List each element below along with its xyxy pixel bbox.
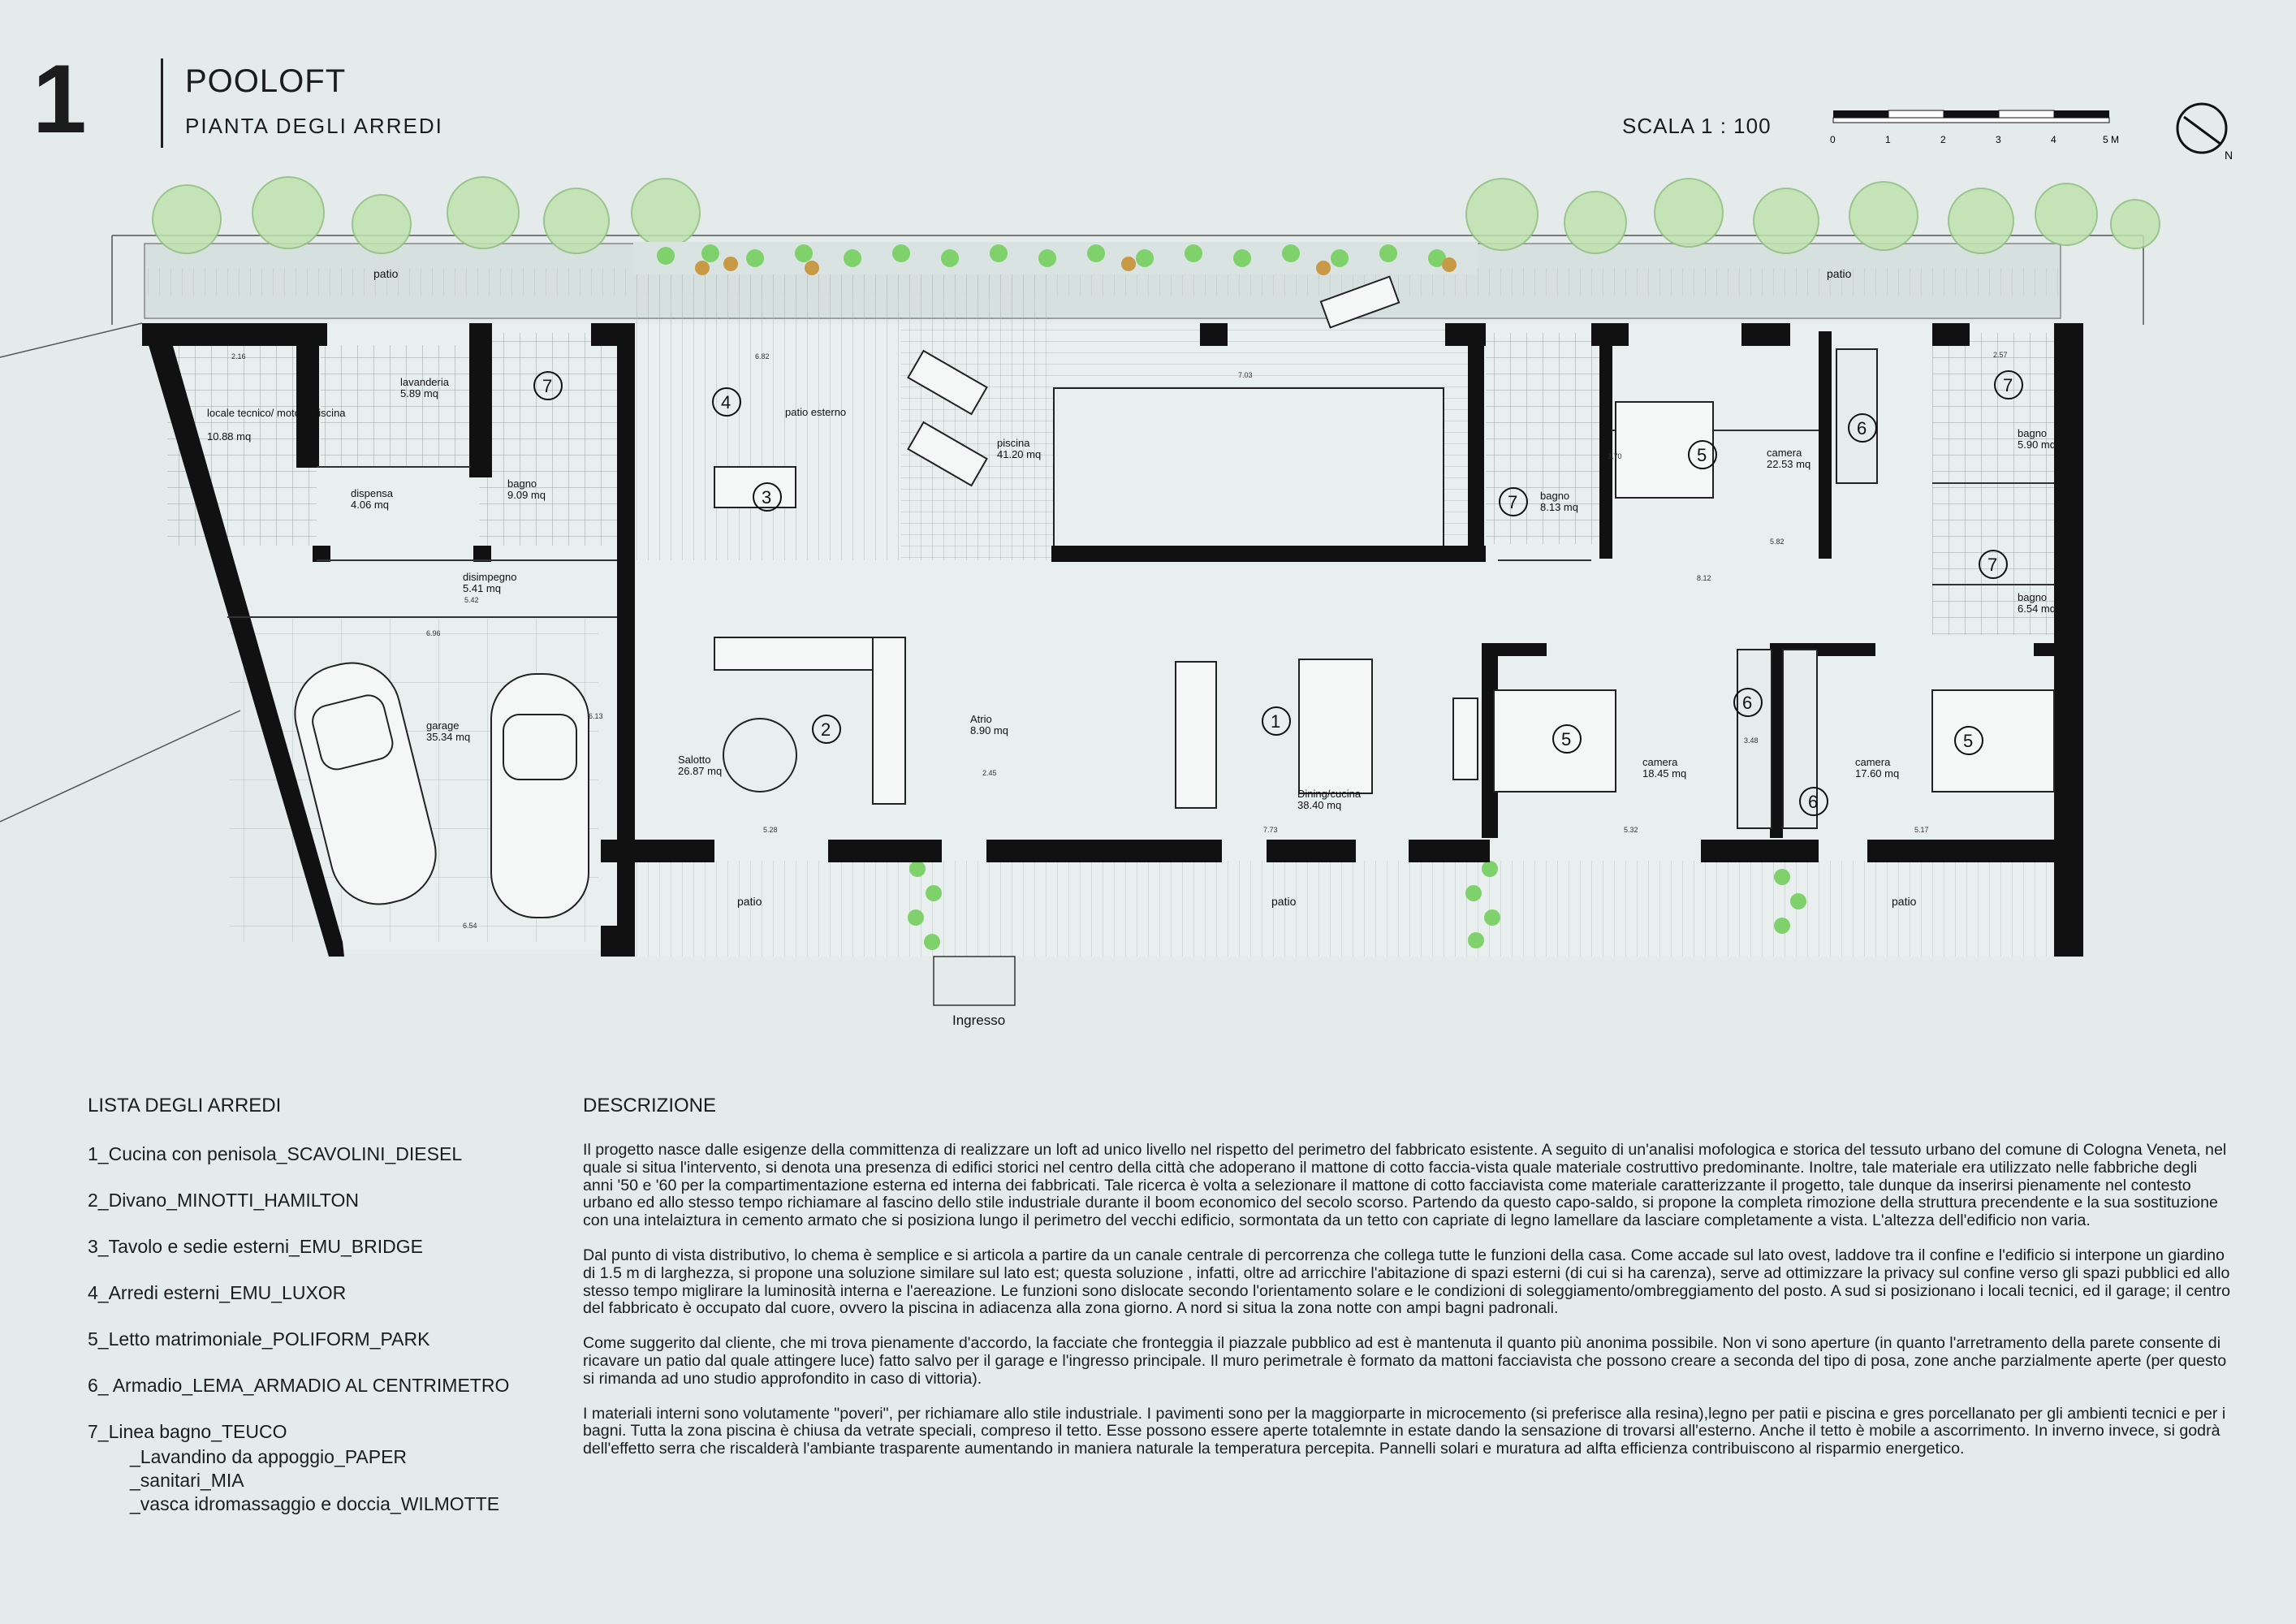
dimension-label: 5.82	[1770, 538, 1785, 546]
svg-text:7: 7	[542, 376, 553, 396]
description-body	[583, 1142, 2231, 1475]
project-title: POOLOFT	[185, 63, 347, 99]
entrance-steps	[934, 957, 1015, 1005]
svg-text:6: 6	[1742, 693, 1753, 713]
dimension-label: 3.48	[1744, 736, 1759, 745]
scale-label: SCALA 1 : 100	[1622, 114, 1772, 138]
furniture-item: 3_Tavolo e sedie esterni_EMU_BRIDGE	[88, 1236, 423, 1257]
room-area: 18.45 mq	[1642, 767, 1687, 780]
furniture-item: 2_Divano_MINOTTI_HAMILTON	[88, 1190, 360, 1211]
room-area: 8.90 mq	[970, 724, 1008, 736]
dimension-label: 6.82	[755, 352, 770, 361]
description-paragraph: Dal punto di vista distributivo, lo chema è semplice e si articola a partire da un canale centrale di percorrenza che collega tutte le funzioni della casa. Come accade sul lato ovest, laddove tra il confine e l'edificio si interpone un giardino di 1.5 m di larghezza, si propone una soluzione similare sul lato est; questa soluzione , infatti, oltre ad arricchire l'abitazione di spazi esterni (di cui si ha carenza), serve ad ottimizzare la privacy sul confine verso gli spazi pubblici ed allo stesso tempo miglirare la luminosità interna e l'aereazione. Le funzioni sono dislocate secondo l'orientamento solare e le condizioni di soleggiamento/ombreggiamento del posto. A sud si posizionano i locali tecnici, ed il garage; il centro del fabbricato è occupato dal cuore, ovvero la piscina in adiacenza alla zona giorno. A nord si situa la zona notte con ampi bagni padronali.	[583, 1246, 2230, 1318]
room-area: 38.40 mq	[1297, 799, 1342, 811]
patio-label: patio	[1271, 895, 1297, 908]
sheet-number: 1	[32, 45, 87, 153]
room-area: 4.06 mq	[351, 499, 389, 511]
furniture-item: 5_Letto matrimoniale_POLIFORM_PARK	[88, 1328, 430, 1350]
room-name: camera	[1855, 756, 1891, 768]
svg-text:5: 5	[1561, 729, 1572, 749]
scale-bar	[1833, 110, 2109, 123]
dimension-label: 2.16	[231, 352, 246, 361]
room-area: 35.34 mq	[426, 731, 471, 743]
dimension-label: 6.13	[589, 712, 603, 720]
furniture-list-heading: LISTA DEGLI ARREDI	[88, 1095, 282, 1116]
patio-label: patio	[1892, 895, 1917, 908]
dimension-label: 2.57	[1993, 351, 2008, 359]
kitchen-counter	[1453, 698, 1478, 780]
svg-text:4: 4	[721, 392, 732, 412]
room-name: lavanderia	[400, 376, 449, 388]
furniture-item: 7_Linea bagno_TEUCO	[88, 1421, 287, 1442]
room-name: piscina	[997, 437, 1030, 449]
room-name: bagno	[2018, 591, 2048, 603]
patio-label: patio	[373, 267, 399, 280]
room-area: 26.87 mq	[678, 765, 723, 777]
pool	[1054, 388, 1444, 559]
description-paragraph: Come suggerito dal cliente, che mi trova pienamente d'accordo, la facciate che fronteggia il piazzale pubblico ad est è mantenuta il quanto più anonima possibile. Non vi sono aperture (in quanto l'arretramento della parete consente di ricavare un patio dal quale attingere luce) fatto salvo per il garage e l'ingresso principale. Il muro perimetrale è formato da mattoni facciavista che possono creare a seconda del tipo di posa, zone anche parzialmente aperte (per questo si rimanda ad uno studio approfondito in caso di vittoria).	[583, 1334, 2227, 1388]
dining-table	[1176, 662, 1216, 808]
room-area: 22.53 mq	[1767, 458, 1811, 470]
room-area: 17.60 mq	[1855, 767, 1900, 780]
planters-north	[633, 242, 1478, 275]
dimension-label: 5.32	[1624, 826, 1638, 834]
svg-text:6: 6	[1857, 418, 1867, 438]
drawing-subtitle: PIANTA DEGLI ARREDI	[185, 114, 443, 138]
svg-text:3: 3	[762, 487, 772, 508]
svg-text:6: 6	[1808, 792, 1819, 812]
furniture-subitem: _Lavandino da appoggio_PAPER	[130, 1446, 408, 1467]
dimension-label: 6.54	[463, 922, 477, 930]
furniture-item: 6_ Armadio_LEMA_ARMADIO AL CENTRIMETRO	[88, 1375, 510, 1396]
svg-text:5: 5	[1963, 731, 1974, 751]
scale-tick: 2	[1940, 134, 1946, 145]
trees-north	[153, 177, 2160, 253]
svg-text:5: 5	[1697, 445, 1707, 465]
room-name: bagno	[1540, 490, 1570, 502]
furniture-subitem: _sanitari_MIA	[130, 1470, 244, 1491]
svg-text:7: 7	[2003, 375, 2013, 395]
dimension-label: 5.17	[1914, 826, 1929, 834]
dimension-label: 7.73	[1263, 826, 1278, 834]
dimension-label: 7.03	[1238, 371, 1253, 379]
room-area: 10.88 mq	[207, 430, 252, 443]
room-name: locale tecnico/ motore piscina	[207, 407, 346, 419]
description-paragraph: I materiali interni sono volutamente "poveri", per richiamare allo stile industriale. I pavimenti sono per la maggiorparte in microcemento (si preferisce alla resina),legno per patii e piscina e gres porcellanato per gli ambienti tecnici e per i bagni. Tutta la zona piscina è chiusa da vetrate speciali, compreso il tetto. Esse possono essere aperte totalemnte in estate dando la sensazione di trovarsi all'esterno. Anche il tetto è mobile a ascorrimento. In inverno invece, si godrà dell'effetto serra che riscalderà l'ambiante trasparente aumentando in maniera naturale la temperatura percepita. Pannelli solari e muratura ad alfta efficienza contribuiscono al risparmio energetico.	[583, 1404, 2226, 1458]
room-area: 41.20 mq	[997, 448, 1042, 460]
svg-text:1: 1	[1271, 711, 1281, 732]
north-arrow-icon	[2177, 104, 2226, 153]
dimension-label: 8.12	[1697, 574, 1711, 582]
room-name: camera	[1642, 756, 1678, 768]
room-area: 9.09 mq	[507, 489, 546, 501]
room-name: garage	[426, 719, 460, 732]
dimension-label: 2.45	[982, 769, 997, 777]
entrance-label: Ingresso	[952, 1013, 1006, 1028]
svg-text:7: 7	[1508, 492, 1518, 512]
room-name: disimpegno	[463, 571, 517, 583]
room-name: camera	[1767, 447, 1802, 459]
room-area: 6.54 mq	[2018, 603, 2056, 615]
dimension-label: 5.42	[464, 596, 479, 604]
kitchen-island	[1299, 659, 1372, 793]
room-name: bagno	[2018, 427, 2048, 439]
room-name: patio esterno	[785, 406, 847, 418]
room-area: 8.13 mq	[1540, 501, 1578, 513]
description-heading: DESCRIZIONE	[583, 1095, 717, 1116]
furniture-subitem: _vasca idromassaggio e doccia_WILMOTTE	[130, 1493, 500, 1514]
scale-tick: 5 M	[2103, 134, 2120, 145]
room-area: 5.41 mq	[463, 582, 501, 594]
scale-tick: 0	[1830, 134, 1836, 145]
dimension-label: 3.70	[1608, 452, 1622, 460]
room-name: dispensa	[351, 487, 394, 499]
room-name: Dining/cucina	[1297, 788, 1362, 800]
dimension-label: 6.96	[426, 629, 441, 637]
north-label: N	[2225, 149, 2233, 162]
scale-tick: 1	[1885, 134, 1891, 145]
scale-tick: 4	[2051, 134, 2056, 145]
room-name: Atrio	[970, 713, 992, 725]
svg-text:7: 7	[1987, 555, 1998, 575]
room-name: bagno	[507, 477, 537, 490]
furniture-item: 4_Arredi esterni_EMU_LUXOR	[88, 1282, 347, 1303]
scale-tick: 3	[1996, 134, 2001, 145]
room-area: 5.89 mq	[400, 387, 438, 400]
furniture-item: 1_Cucina con penisola_SCAVOLINI_DIESEL	[88, 1143, 463, 1164]
description-paragraph: Il progetto nasce dalle esigenze della committenza di realizzare un loft ad unico livello nel rispetto del perimetro del fabbricato esistente. A seguito di un'analisi mofologica e storica del tessuto urbano del comune di Cologna Veneta, nel quale si situa l'intervento, si denota una presenza di edifici storici nel centro della città che adoperano il mattone di cotto faccia-vista quale materiale costruttivo predominante. Inoltre, tale materiale era utilizzato nelle fabbriche degli anni '50 e '60 per la compartimentazione esterna ed interna dei fabbricati. Tale ricerca è volta a selezionare il mattone di cotto facciavista come materiale caratterizzante il progetto, tale dunque da inserirsi pienamente nel contesto urbano ed allo stesso tempo richiamare al fascino dello stile industriale durante il boom economico del secolo scorso. Partendo da questo capo-saldo, si propone la completa rimozione della struttura precendente e la sua sostituzione con una intelaiztura in cemento armato che si posiziona lungo il perimetro del vecchi edificio, sormontata da un tetto con capriate di legno lamellare da lasciare completamente a vista. L'altezza dell'edificio non varia.	[583, 1141, 2227, 1230]
room-area: 5.90 mq	[2018, 438, 2056, 451]
dimension-label: 5.28	[763, 826, 778, 834]
svg-text:2: 2	[821, 719, 831, 740]
room-name: Salotto	[678, 754, 711, 766]
patio-label: patio	[737, 895, 762, 908]
patio-table	[714, 467, 796, 508]
patio-label: patio	[1827, 267, 1852, 280]
